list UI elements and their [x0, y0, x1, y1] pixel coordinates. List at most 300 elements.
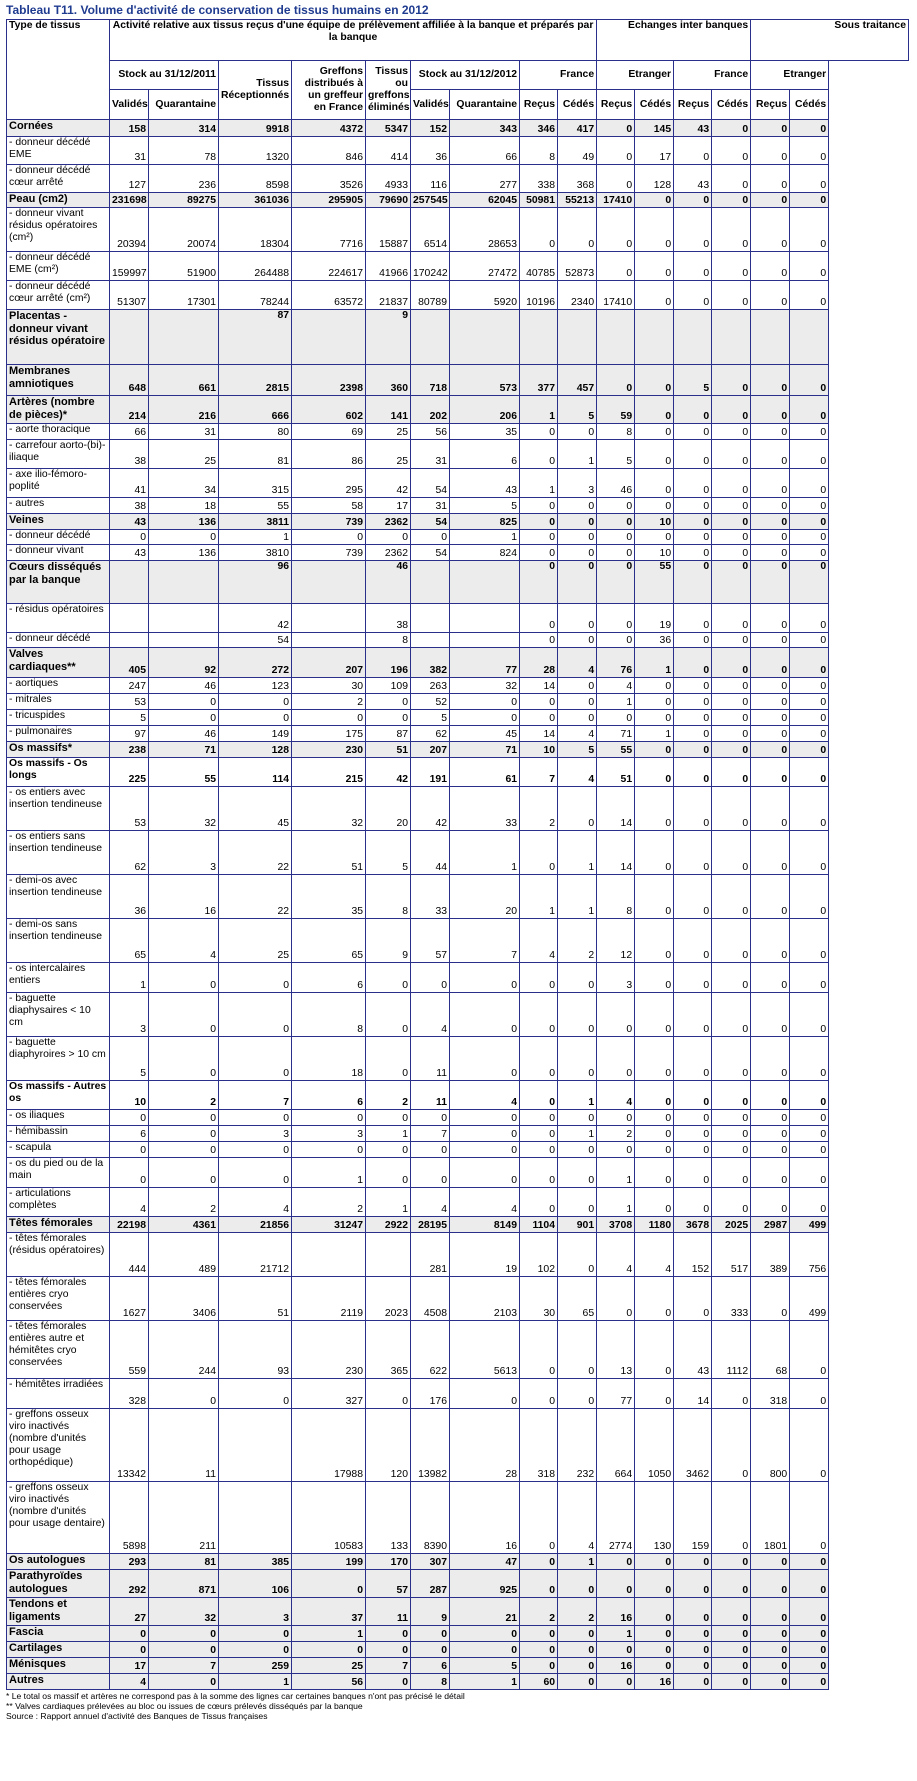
cell-value: 0: [674, 208, 712, 252]
table-row: [7, 1379, 909, 1409]
cell-value: 0: [674, 193, 712, 208]
cell-value: 1: [558, 831, 597, 875]
cell-value: 0: [292, 1110, 366, 1126]
cell-value: 52: [411, 694, 450, 710]
cell-value: [110, 310, 149, 365]
cell-value: 35: [292, 875, 366, 919]
cell-value: 4: [558, 648, 597, 678]
cell-value: 0: [558, 1658, 597, 1674]
cell-value: 199: [292, 1554, 366, 1570]
cell-value: 0: [751, 1277, 790, 1321]
cell-value: 0: [751, 469, 790, 498]
cell-value: 1801: [751, 1482, 790, 1554]
cell-value: 1: [366, 1188, 411, 1217]
cell-value: 0: [520, 1379, 558, 1409]
cell-value: 0: [712, 208, 751, 252]
cell-value: 0: [674, 875, 712, 919]
cell-value: 128: [219, 742, 292, 758]
header-valides: Validés: [411, 90, 450, 120]
cell-value: 20394: [110, 208, 149, 252]
cell-value: 4: [597, 1081, 635, 1110]
cell-value: 0: [450, 1110, 520, 1126]
cell-value: 295905: [292, 193, 366, 208]
cell-value: 7: [411, 1126, 450, 1142]
cell-value: 0: [751, 919, 790, 963]
cell-value: 0: [558, 1188, 597, 1217]
cell-value: 0: [635, 1110, 674, 1126]
cell-value: 0: [712, 1626, 751, 1642]
row-label: - demi-os sans insertion tendineuse: [7, 919, 110, 963]
cell-value: 10583: [292, 1482, 366, 1554]
cell-value: 333: [712, 1277, 751, 1321]
cell-value: 14: [597, 831, 635, 875]
table-row: [7, 1126, 909, 1142]
cell-value: 0: [712, 1379, 751, 1409]
cell-value: 0: [520, 1626, 558, 1642]
cell-value: 0: [520, 1554, 558, 1570]
cell-value: 59: [597, 396, 635, 424]
table-row: [7, 1658, 909, 1674]
cell-value: 361036: [219, 193, 292, 208]
cell-value: 4: [450, 1081, 520, 1110]
cell-value: 96: [219, 561, 292, 604]
cell-value: 0: [712, 1642, 751, 1658]
cell-value: 0: [635, 1570, 674, 1598]
cell-value: 499: [790, 1277, 829, 1321]
cell-value: 0: [558, 787, 597, 831]
row-label: Ménisques: [7, 1658, 110, 1674]
cell-value: 0: [520, 831, 558, 875]
cell-value: 0: [635, 1658, 674, 1674]
cell-value: 60: [520, 1674, 558, 1690]
cell-value: 0: [520, 1321, 558, 1379]
cell-value: 4933: [366, 165, 411, 193]
cell-value: 1320: [219, 137, 292, 165]
cell-value: 55: [149, 758, 219, 787]
cell-value: 55213: [558, 193, 597, 208]
cell-value: 925: [450, 1570, 520, 1598]
cell-value: 44: [411, 831, 450, 875]
cell-value: 0: [635, 1626, 674, 1642]
cell-value: 3: [558, 469, 597, 498]
cell-value: 0: [411, 1142, 450, 1158]
cell-value: 11: [366, 1598, 411, 1626]
table-row: [7, 726, 909, 742]
cell-value: 0: [790, 633, 829, 648]
cell-value: 0: [790, 1110, 829, 1126]
cell-value: 127: [110, 165, 149, 193]
cell-value: 0: [149, 1110, 219, 1126]
cell-value: 0: [751, 1658, 790, 1674]
cell-value: 0: [219, 1158, 292, 1188]
cell-value: 170242: [411, 252, 450, 281]
cell-value: 77: [597, 1379, 635, 1409]
cell-value: 0: [520, 633, 558, 648]
cell-value: 38: [110, 440, 149, 469]
cell-value: 50981: [520, 193, 558, 208]
cell-value: 0: [520, 710, 558, 726]
cell-value: 0: [790, 545, 829, 561]
header-stock-2012: Stock au 31/12/2012: [411, 61, 520, 90]
cell-value: 3811: [219, 514, 292, 530]
cell-value: 16: [149, 875, 219, 919]
table-row: [7, 993, 909, 1037]
cell-value: 14: [520, 726, 558, 742]
cell-value: 87: [219, 310, 292, 365]
cell-value: 170: [366, 1554, 411, 1570]
cell-value: 0: [712, 1037, 751, 1081]
cell-value: 0: [366, 1626, 411, 1642]
cell-value: 0: [149, 1037, 219, 1081]
cell-value: 16: [635, 1674, 674, 1690]
cell-value: 62: [110, 831, 149, 875]
tissue-conservation-table: [6, 19, 909, 1690]
cell-value: 368: [558, 165, 597, 193]
cell-value: 414: [366, 137, 411, 165]
cell-value: 0: [635, 530, 674, 545]
cell-value: 0: [366, 963, 411, 993]
cell-value: 0: [712, 120, 751, 137]
cell-value: 0: [790, 1409, 829, 1482]
cell-value: 0: [790, 678, 829, 694]
cell-value: 106: [219, 1570, 292, 1598]
cell-value: 4: [149, 919, 219, 963]
cell-value: 52873: [558, 252, 597, 281]
cell-value: 55: [597, 742, 635, 758]
cell-value: 0: [558, 1110, 597, 1126]
cell-value: 1: [558, 1126, 597, 1142]
cell-value: 8: [366, 875, 411, 919]
header-recus: Reçus: [597, 90, 635, 120]
cell-value: 12: [597, 919, 635, 963]
cell-value: 0: [712, 710, 751, 726]
cell-value: 0: [751, 1554, 790, 1570]
cell-value: 0: [712, 1142, 751, 1158]
cell-value: 1104: [520, 1217, 558, 1233]
cell-value: 0: [149, 1674, 219, 1690]
cell-value: 28195: [411, 1217, 450, 1233]
cell-value: 0: [520, 993, 558, 1037]
cell-value: 0: [751, 787, 790, 831]
cell-value: 0: [635, 440, 674, 469]
cell-value: 0: [674, 1598, 712, 1626]
cell-value: 263: [411, 678, 450, 694]
cell-value: 71: [149, 742, 219, 758]
cell-value: 32: [149, 787, 219, 831]
cell-value: 1: [450, 1674, 520, 1690]
cell-value: 158: [110, 120, 149, 137]
cell-value: 214: [110, 396, 149, 424]
cell-value: 0: [751, 1674, 790, 1690]
cell-value: [450, 310, 520, 365]
cell-value: 35: [450, 424, 520, 440]
cell-value: 1: [292, 1158, 366, 1188]
cell-value: 0: [558, 530, 597, 545]
cell-value: 0: [597, 633, 635, 648]
cell-value: 0: [635, 1188, 674, 1217]
cell-value: [366, 1233, 411, 1277]
cell-value: 0: [597, 1674, 635, 1690]
cell-value: 0: [635, 1321, 674, 1379]
cell-value: 3526: [292, 165, 366, 193]
cell-value: 0: [635, 1554, 674, 1570]
cell-value: 43: [674, 1321, 712, 1379]
cell-value: 207: [411, 742, 450, 758]
cell-value: 0: [751, 726, 790, 742]
table-row: [7, 1674, 909, 1690]
cell-value: 0: [597, 365, 635, 396]
cell-value: 0: [790, 1626, 829, 1642]
cell-value: 2: [520, 1598, 558, 1626]
cell-value: 0: [597, 993, 635, 1037]
cell-value: 0: [558, 1037, 597, 1081]
header-valides: Validés: [110, 90, 149, 120]
cell-value: 2: [292, 694, 366, 710]
cell-value: 0: [790, 440, 829, 469]
cell-value: 0: [558, 1570, 597, 1598]
cell-value: 92: [149, 648, 219, 678]
cell-value: 196: [366, 648, 411, 678]
cell-value: [411, 310, 450, 365]
cell-value: 2025: [712, 1217, 751, 1233]
row-label: - carrefour aorto-(bi)-iliaque: [7, 440, 110, 469]
cell-value: 293: [110, 1554, 149, 1570]
table-row: [7, 1554, 909, 1570]
cell-value: 0: [712, 1188, 751, 1217]
cell-value: 6: [292, 1081, 366, 1110]
cell-value: 0: [674, 648, 712, 678]
cell-value: 0: [366, 1158, 411, 1188]
cell-value: 0: [635, 831, 674, 875]
cell-value: 152: [411, 120, 450, 137]
row-label: - demi-os avec insertion tendineuse: [7, 875, 110, 919]
cell-value: 0: [674, 1110, 712, 1126]
cell-value: 739: [292, 545, 366, 561]
table-row: [7, 498, 909, 514]
cell-value: 16: [597, 1598, 635, 1626]
cell-value: 661: [149, 365, 219, 396]
cell-value: 0: [635, 742, 674, 758]
cell-value: 0: [520, 1110, 558, 1126]
cell-value: 0: [635, 1642, 674, 1658]
cell-value: 69: [292, 424, 366, 440]
table-row: [7, 1321, 909, 1379]
cell-value: 648: [110, 365, 149, 396]
cell-value: 718: [411, 365, 450, 396]
cell-value: 7: [520, 758, 558, 787]
cell-value: 102: [520, 1233, 558, 1277]
cell-value: 0: [366, 1642, 411, 1658]
cell-value: 5: [110, 1037, 149, 1081]
cell-value: 0: [292, 710, 366, 726]
cell-value: 0: [597, 208, 635, 252]
cell-value: 114: [219, 758, 292, 787]
cell-value: 14: [674, 1379, 712, 1409]
cell-value: 25: [219, 919, 292, 963]
cell-value: 2362: [366, 514, 411, 530]
cell-value: 0: [450, 1379, 520, 1409]
cell-value: 15887: [366, 208, 411, 252]
cell-value: 10: [635, 545, 674, 561]
cell-value: 2398: [292, 365, 366, 396]
row-label: - baguette diaphyroires > 10 cm: [7, 1037, 110, 1081]
cell-value: 4: [520, 919, 558, 963]
header-row-leaf: [7, 90, 909, 120]
cell-value: 0: [674, 1554, 712, 1570]
cell-value: 43: [450, 469, 520, 498]
cell-value: 47: [450, 1554, 520, 1570]
cell-value: 2119: [292, 1277, 366, 1321]
row-label: Os autologues: [7, 1554, 110, 1570]
cell-value: 0: [712, 252, 751, 281]
cell-value: 10: [520, 742, 558, 758]
cell-value: 0: [712, 1658, 751, 1674]
cell-value: 0: [635, 1037, 674, 1081]
cell-value: 0: [149, 530, 219, 545]
cell-value: 0: [790, 1142, 829, 1158]
cell-value: 8: [411, 1674, 450, 1690]
cell-value: 0: [558, 208, 597, 252]
cell-value: 0: [366, 1110, 411, 1126]
cell-value: 0: [558, 514, 597, 530]
cell-value: 1: [558, 1081, 597, 1110]
table-row: [7, 1081, 909, 1110]
cell-value: 231698: [110, 193, 149, 208]
cell-value: 61: [450, 758, 520, 787]
cell-value: [450, 561, 520, 604]
cell-value: 0: [751, 1081, 790, 1110]
cell-value: 0: [558, 545, 597, 561]
cell-value: 0: [790, 1570, 829, 1598]
cell-value: 0: [790, 1379, 829, 1409]
cell-value: 0: [520, 604, 558, 633]
cell-value: 327: [292, 1379, 366, 1409]
table-row: [7, 710, 909, 726]
cell-value: 21712: [219, 1233, 292, 1277]
cell-value: 0: [635, 1277, 674, 1321]
cell-value: 2: [292, 1188, 366, 1217]
cell-value: 0: [712, 1482, 751, 1554]
cell-value: 28: [520, 648, 558, 678]
cell-value: 0: [110, 1642, 149, 1658]
cell-value: 0: [790, 694, 829, 710]
cell-value: 0: [520, 208, 558, 252]
cell-value: 0: [635, 365, 674, 396]
cell-value: 0: [219, 963, 292, 993]
cell-value: 2987: [751, 1217, 790, 1233]
cell-value: [411, 604, 450, 633]
cell-value: 207: [292, 648, 366, 678]
cell-value: 1: [366, 1126, 411, 1142]
cell-value: 389: [751, 1233, 790, 1277]
footnote-totals: * Le total os massif et artères ne correspond pas à la somme des lignes car certaines banques n'ont pas précisé le détail: [6, 1691, 465, 1701]
cell-value: 825: [450, 514, 520, 530]
cell-value: 0: [790, 514, 829, 530]
row-label: Os massifs - Os longs: [7, 758, 110, 787]
cell-value: 0: [219, 694, 292, 710]
table-row: [7, 1409, 909, 1482]
cell-value: 0: [790, 1674, 829, 1690]
cell-value: 315: [219, 469, 292, 498]
cell-value: 0: [712, 530, 751, 545]
cell-value: 0: [597, 1554, 635, 1570]
cell-value: 602: [292, 396, 366, 424]
cell-value: 0: [558, 1379, 597, 1409]
table-row: [7, 1642, 909, 1658]
table-row: [7, 758, 909, 787]
footnote-source: Source : Rapport annuel d'activité des Banques de Tissus françaises: [6, 1711, 268, 1721]
cell-value: 0: [751, 710, 790, 726]
cell-value: 14: [597, 787, 635, 831]
row-label: Veines: [7, 514, 110, 530]
cell-value: 11: [149, 1409, 219, 1482]
table-row: [7, 1570, 909, 1598]
header-group-subcontract: Sous traitance: [751, 20, 909, 61]
cell-value: 360: [366, 365, 411, 396]
cell-value: 0: [712, 1554, 751, 1570]
table-row: [7, 1233, 909, 1277]
cell-value: 0: [751, 678, 790, 694]
cell-value: 0: [712, 193, 751, 208]
cell-value: 2: [558, 1598, 597, 1626]
cell-value: 0: [558, 1233, 597, 1277]
cell-value: 287: [411, 1570, 450, 1598]
table-row: [7, 396, 909, 424]
cell-value: 6: [450, 440, 520, 469]
cell-value: 0: [149, 1142, 219, 1158]
cell-value: 0: [597, 137, 635, 165]
row-label: - résidus opératoires: [7, 604, 110, 633]
cell-value: 232: [558, 1409, 597, 1482]
cell-value: 0: [558, 694, 597, 710]
cell-value: 175: [292, 726, 366, 742]
table-body: [7, 120, 909, 1690]
cell-value: 0: [520, 424, 558, 440]
cell-value: [292, 633, 366, 648]
cell-value: 0: [674, 1126, 712, 1142]
table-row: [7, 633, 909, 648]
cell-value: 31: [149, 424, 219, 440]
cell-value: [751, 310, 790, 365]
header-exchange-etranger: Etranger: [597, 61, 674, 90]
cell-value: 42: [366, 469, 411, 498]
cell-value: 756: [790, 1233, 829, 1277]
cell-value: 0: [712, 469, 751, 498]
cell-value: 0: [292, 1570, 366, 1598]
cell-value: 0: [674, 919, 712, 963]
cell-value: 489: [149, 1233, 219, 1277]
cell-value: 128: [635, 165, 674, 193]
cell-value: 8598: [219, 165, 292, 193]
cell-value: 3678: [674, 1217, 712, 1233]
cell-value: 71: [597, 726, 635, 742]
cell-value: 54: [219, 633, 292, 648]
cell-value: 0: [751, 633, 790, 648]
cell-value: 11: [411, 1037, 450, 1081]
cell-value: 0: [712, 561, 751, 604]
cell-value: 0: [712, 424, 751, 440]
cell-value: 36: [635, 633, 674, 648]
cell-value: 51: [366, 742, 411, 758]
cell-value: 0: [149, 1626, 219, 1642]
cell-value: 10196: [520, 281, 558, 310]
cell-value: 55: [219, 498, 292, 514]
cell-value: 0: [712, 963, 751, 993]
cell-value: 0: [635, 1126, 674, 1142]
cell-value: 0: [635, 1142, 674, 1158]
row-label: - baguette diaphysaires < 10 cm: [7, 993, 110, 1037]
cell-value: 0: [635, 252, 674, 281]
